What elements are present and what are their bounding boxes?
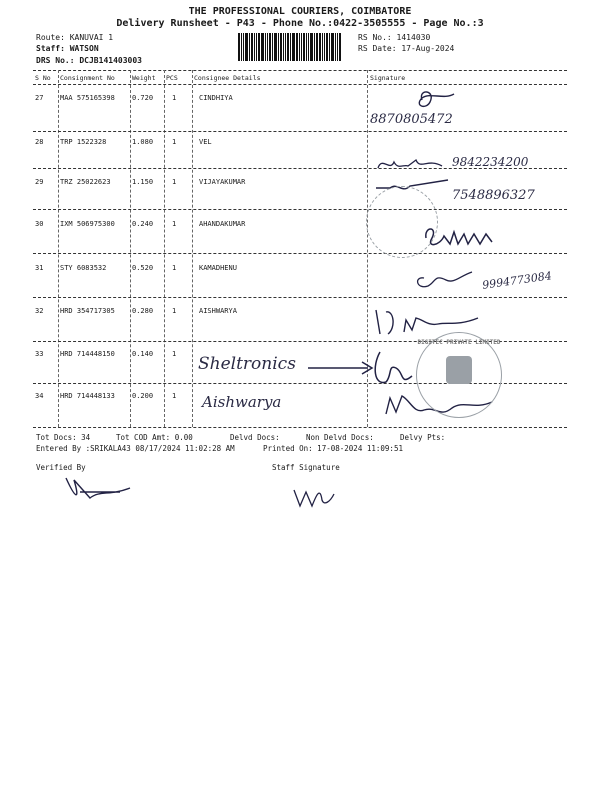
row-consignee: AHANDAKUMAR <box>199 220 246 228</box>
row-weight: 0.140 <box>132 350 154 358</box>
signature-scribble <box>372 150 452 176</box>
barcode-bar <box>280 33 282 61</box>
col-divider <box>58 70 59 427</box>
barcode-bar <box>261 33 264 61</box>
delvy-pts: Delvy Pts: <box>400 433 446 442</box>
signature-scribble <box>368 306 498 338</box>
row-pcs: 1 <box>172 307 177 315</box>
staff-signature <box>290 476 340 512</box>
row-pcs: 1 <box>172 264 177 272</box>
row-rule <box>33 253 567 254</box>
barcode-bar <box>301 33 302 61</box>
barcode-bar <box>335 33 336 61</box>
rs-date-line: RS Date: 17-Aug-2024 <box>358 44 455 53</box>
signature-scribble <box>410 266 480 294</box>
row-rule <box>33 168 567 169</box>
row-consignee: AISHWARYA <box>199 307 237 315</box>
barcode-bar <box>292 33 295 61</box>
row-consignment: TRP 1522328 <box>60 138 107 146</box>
handwritten-consignee: Aishwarya <box>202 393 282 411</box>
row-consignee: KAMADHENU <box>199 264 237 272</box>
row-sno: 29 <box>35 178 44 186</box>
table-header-rule <box>33 84 567 85</box>
row-sno: 30 <box>35 220 44 228</box>
delvd-docs: Delvd Docs: <box>230 433 280 442</box>
row-consignment: STY 6083532 <box>60 264 107 272</box>
drs-line: DRS No.: DCJB141403003 <box>36 56 142 65</box>
row-signature-phone: 9842234200 <box>452 155 529 169</box>
barcode-bar <box>249 33 250 61</box>
row-consignee: VIJAYAKUMAR <box>199 178 246 186</box>
barcode-bar <box>272 33 273 61</box>
row-pcs: 1 <box>172 138 177 146</box>
row-sno: 27 <box>35 94 44 102</box>
tot-cod: Tot COD Amt: 0.00 <box>116 433 193 442</box>
barcode-bar <box>256 33 257 61</box>
handwritten-consignee: Sheltronics <box>198 354 296 374</box>
signature-scribble <box>400 86 480 118</box>
row-pcs: 1 <box>172 220 177 228</box>
barcode-bar <box>278 33 279 61</box>
barcode-bar <box>324 33 325 61</box>
rs-no-value: 1414030 <box>396 33 431 42</box>
barcode-bar <box>296 33 298 61</box>
barcode-bar <box>306 33 307 61</box>
row-sno: 28 <box>35 138 44 146</box>
barcode-bar <box>337 33 338 61</box>
row-weight: 1.080 <box>132 138 154 146</box>
col-signature: Signature <box>370 74 406 82</box>
col-sno: S No <box>35 74 51 82</box>
barcode-bar <box>319 33 321 61</box>
col-divider <box>192 70 193 427</box>
row-weight: 0.240 <box>132 220 154 228</box>
barcode-bar <box>339 33 341 61</box>
row-consignment: TRZ 25022623 <box>60 178 111 186</box>
col-consignment: Consignment No <box>60 74 115 82</box>
barcode-bar <box>329 33 330 61</box>
rs-no-line: RS No.: 1414030 <box>358 33 431 42</box>
row-pcs: 1 <box>172 392 177 400</box>
row-consignee: VEL <box>199 138 212 146</box>
row-consignment: IXM 506975300 <box>60 220 115 228</box>
row-consignment: HRD 714448133 <box>60 392 115 400</box>
route-line: Route: KANUVAI 1 <box>36 33 114 42</box>
printed-on: Printed On: 17-08-2024 11:09:51 <box>263 444 403 453</box>
barcode-bar <box>267 33 268 61</box>
barcode-bar <box>308 33 309 61</box>
route-value: KANUVAI 1 <box>69 33 114 42</box>
barcode-bar <box>265 33 266 61</box>
company-seal: DIGITEC PRIVATE LIMITED <box>416 332 502 418</box>
barcode-bar <box>316 33 318 61</box>
row-consignment: MAA 575165398 <box>60 94 115 102</box>
barcode-bar <box>314 33 315 61</box>
tot-docs: Tot Docs: 34 <box>36 433 91 442</box>
barcode-image <box>238 33 350 61</box>
barcode-bar <box>303 33 305 61</box>
barcode-bar <box>274 33 277 61</box>
barcode-bar <box>245 33 248 61</box>
staff-signature-label: Staff Signature <box>272 463 340 472</box>
row-rule <box>33 427 567 428</box>
barcode-bar <box>269 33 271 61</box>
barcode-bar <box>283 33 284 61</box>
seal-emblem <box>446 356 472 384</box>
barcode-bar <box>299 33 300 61</box>
barcode-bar <box>326 33 328 61</box>
runsheet-subtitle: Delivery Runsheet - P43 - Phone No.:0422-3505555 - Page No.:3 <box>116 18 484 29</box>
row-sno: 31 <box>35 264 44 272</box>
col-consignee: Consignee Details <box>194 74 261 82</box>
staff-line: Staff: WATSON <box>36 44 99 53</box>
company-stamp <box>366 186 438 258</box>
row-signature-phone: 7548896327 <box>452 188 535 203</box>
barcode-bar <box>287 33 289 61</box>
col-pcs: PCS <box>166 74 178 82</box>
row-sno: 33 <box>35 350 44 358</box>
row-weight: 0.720 <box>132 94 154 102</box>
row-pcs: 1 <box>172 350 177 358</box>
barcode-bar <box>285 33 286 61</box>
col-divider <box>164 70 165 427</box>
drs-value: DCJB141403003 <box>79 56 142 65</box>
col-weight: Weight <box>132 74 156 82</box>
row-rule <box>33 131 567 132</box>
barcode-bar <box>331 33 334 61</box>
entered-by: Entered By :SRIKALA43 08/17/2024 11:02:28 AM <box>36 444 235 453</box>
barcode-bar <box>310 33 313 61</box>
row-weight: 0.520 <box>132 264 154 272</box>
signature-arrow <box>268 346 438 392</box>
company-title: THE PROFESSIONAL COURIERS, COIMBATORE <box>188 6 412 17</box>
row-pcs: 1 <box>172 94 177 102</box>
barcode-bar <box>243 33 244 61</box>
row-weight: 0.200 <box>132 392 154 400</box>
row-signature-phone: 9994773084 <box>481 269 553 292</box>
barcode-bar <box>251 33 253 61</box>
non-delvd-docs: Non Delvd Docs: <box>306 433 374 442</box>
col-divider <box>130 70 131 427</box>
verified-signature <box>60 470 140 504</box>
row-sno: 32 <box>35 307 44 315</box>
barcode-bar <box>258 33 260 61</box>
barcode-bar <box>254 33 255 61</box>
row-consignee: CINDHIYA <box>199 94 233 102</box>
row-consignment: HRD 354717305 <box>60 307 115 315</box>
row-rule <box>33 297 567 298</box>
row-weight: 1.150 <box>132 178 154 186</box>
table-top-rule <box>33 70 567 71</box>
barcode-bar <box>241 33 242 61</box>
row-sno: 34 <box>35 392 44 400</box>
row-signature-phone: 8870805472 <box>370 112 453 127</box>
barcode-bar <box>290 33 291 61</box>
rs-date-value: 17-Aug-2024 <box>401 44 455 53</box>
barcode-bar <box>322 33 323 61</box>
row-consignment: HRD 714448150 <box>60 350 115 358</box>
row-pcs: 1 <box>172 178 177 186</box>
row-rule <box>33 209 567 210</box>
row-weight: 0.280 <box>132 307 154 315</box>
staff-value: WATSON <box>69 44 99 53</box>
barcode-bar <box>238 33 240 61</box>
verified-by-label: Verified By <box>36 463 86 472</box>
